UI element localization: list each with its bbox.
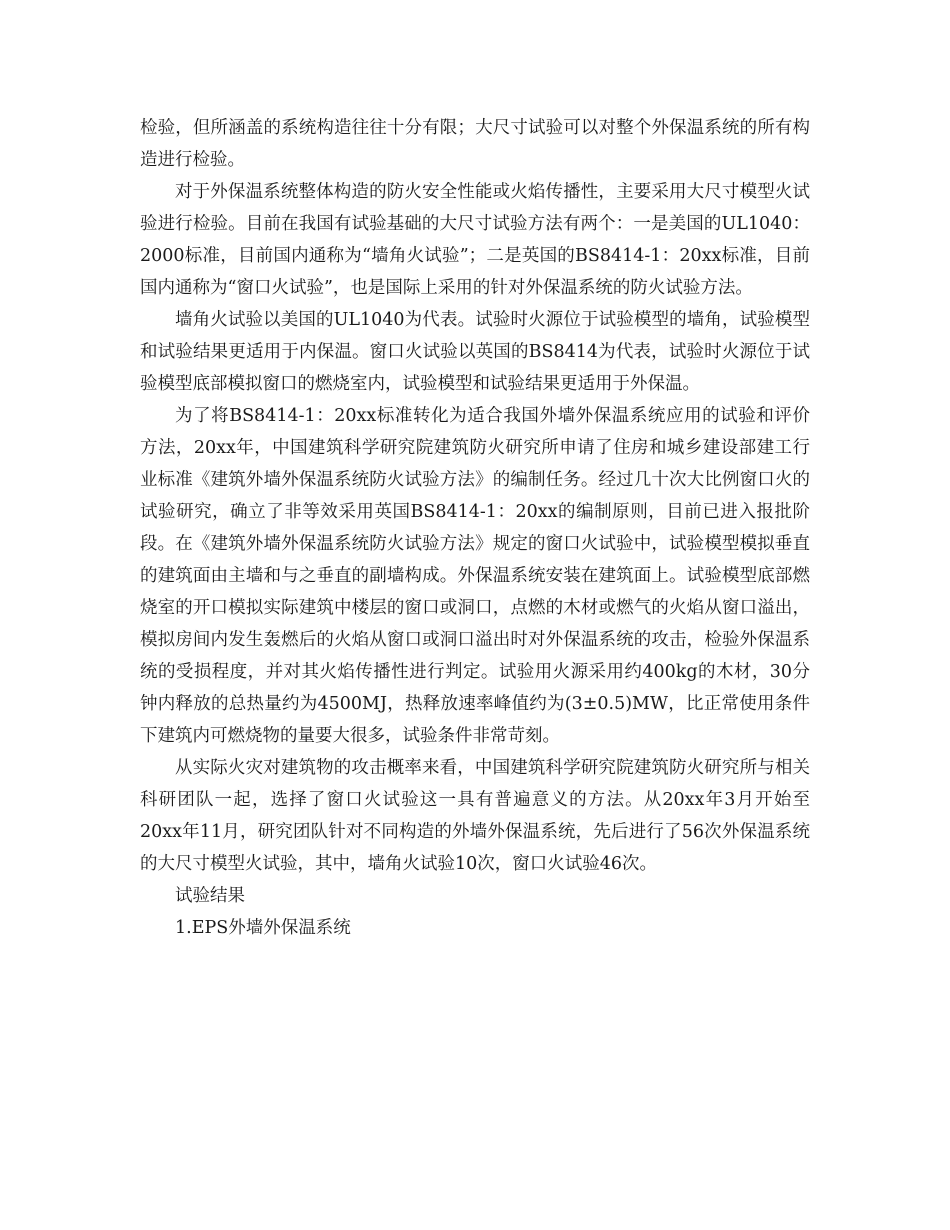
section-heading: 试验结果: [175, 886, 245, 906]
paragraph-fire-test-methods: 对于外保温系统整体构造的防火安全性能或火焰传播性，主要采用大尺寸模型火试验进行检验。目前在我国有试验基础的大尺寸试验方法有两个：一是美国的UL1040：2000标准，目前国内通称为“墙角火试验”；二是英国的BS8414-1：20xx标准，目前国内通称为“窗口火试验”，也是国际上采用的针对外保温系统的防火试验方法。: [140, 182, 810, 298]
paragraph-standard-conversion: 为了将BS8414-1：20xx标准转化为适合我国外墙外保温系统应用的试验和评价方法，20xx年，中国建筑科学研究院建筑防火研究所申请了住房和城乡建设部建工行业标准《建筑外墙外保温系统防火试验方法》的编制任务。经过几十次大比例窗口火的试验研究，确立了非等效采用英国BS8414-1：20xx的编制原则，目前已进入报批阶段。在《建筑外墙外保温系统防火试验方法》规定的窗口火试验中，试验模型模拟垂直的建筑面由主墙和与之垂直的副墙构成。外保温系统安装在建筑面上。试验模型底部燃烧室的开口模拟实际建筑中楼层的窗口或洞口，点燃的木材或燃气的火焰从窗口溢出，模拟房间内发生轰燃后的火焰从窗口或洞口溢出时对外保温系统的攻击，检验外保温系统的受损程度，并对其火焰传播性进行判定。试验用火源采用约400kg的木材，30分钟内释放的总热量约为4500MJ，热释放速率峰值约为(3±0.5)MW，比正常使用条件下建筑内可燃烧物的量要大很多，试验条件非常苛刻。: [140, 406, 810, 746]
paragraph-research-tests: 从实际火灾对建筑物的攻击概率来看，中国建筑科学研究院建筑防火研究所与相关科研团队一起，选择了窗口火试验这一具有普遍意义的方法。从20xx年3月开始至20xx年11月，研究团队针对不同构造的外墙外保温系统，先后进行了56次外保温系统的大尺寸模型火试验，其中，墙角火试验10次，窗口火试验46次。: [140, 758, 810, 874]
document-page: [140, 112, 810, 944]
paragraph-corner-vs-window-test: 墙角火试验以美国的UL1040为代表。试验时火源位于试验模型的墙角，试验模型和试验结果更适用于内保温。窗口火试验以英国的BS8414为代表，试验时火源位于试验模型底部模拟窗口的燃烧室内，试验模型和试验结果更适用于外保温。: [140, 310, 810, 394]
paragraph-continued: 检验，但所涵盖的系统构造往往十分有限；大尺寸试验可以对整个外保温系统的所有构造进行检验。: [140, 118, 810, 170]
subsection-heading: 1.EPS外墙外保温系统: [175, 918, 351, 938]
